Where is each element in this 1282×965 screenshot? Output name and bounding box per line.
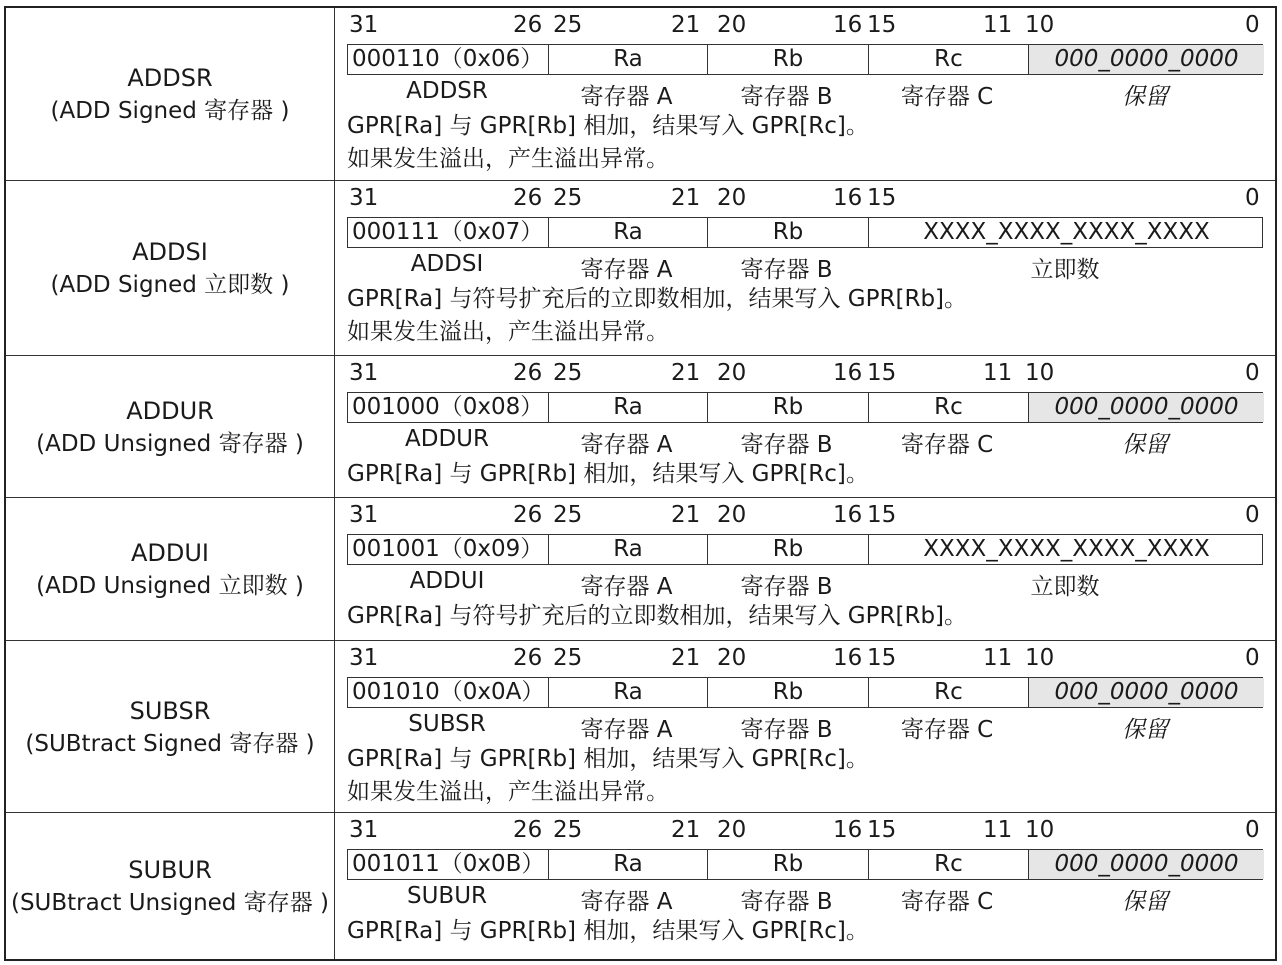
- bit-number: 21: [671, 645, 701, 671]
- encoding-field: Rb: [707, 393, 868, 422]
- bit-number: 25: [553, 817, 583, 843]
- instruction-full-name: (SUBtract Unsigned 寄存器 ): [10, 890, 330, 916]
- bit-number: 31: [349, 502, 379, 528]
- field-label: SUBUR: [406, 883, 488, 909]
- bit-number: 10: [1025, 817, 1055, 843]
- bit-number: 15: [867, 185, 897, 211]
- field-label: 寄存器 B: [740, 574, 833, 600]
- bit-number: 15: [867, 12, 897, 38]
- instruction-encoding-cell: [335, 641, 1275, 812]
- encoding-fields: [347, 677, 1263, 708]
- bit-number: 11: [983, 817, 1013, 843]
- bit-number: 31: [349, 360, 379, 386]
- encoding-field: Rb: [707, 535, 868, 564]
- encoding-fields: [347, 392, 1263, 423]
- field-label: 寄存器 B: [740, 84, 833, 110]
- bit-number: 16: [833, 185, 863, 211]
- field-label: 立即数: [1030, 574, 1100, 600]
- field-labels: [347, 426, 1263, 456]
- bit-number: 20: [717, 185, 747, 211]
- field-labels: [347, 78, 1263, 108]
- description-line: GPR[Ra] 与符号扩充后的立即数相加，结果写入 GPR[Rb]。: [347, 603, 968, 629]
- bit-number: 20: [717, 645, 747, 671]
- encoding-field: Rc: [868, 850, 1028, 879]
- field-label: 寄存器 A: [580, 257, 673, 283]
- description-line: GPR[Ra] 与符号扩充后的立即数相加，结果写入 GPR[Rb]。: [347, 286, 968, 312]
- encoding-field: Rc: [868, 45, 1028, 74]
- instruction-row: [6, 8, 1275, 180]
- encoding-field: 000_0000_0000: [1028, 393, 1264, 422]
- instruction-description: [347, 283, 967, 349]
- encoding-field: Rc: [868, 393, 1028, 422]
- opcode-field: 000111（0x07）: [352, 219, 544, 245]
- bit-number: 31: [349, 12, 379, 38]
- bit-number: 15: [867, 502, 897, 528]
- bit-number: 0: [1245, 185, 1260, 211]
- field-label: 保留: [1122, 432, 1168, 458]
- bit-number: 16: [833, 817, 863, 843]
- field-label: 寄存器 B: [740, 432, 833, 458]
- instruction-mnemonic: ADDUR: [126, 396, 214, 425]
- bit-number: 20: [717, 360, 747, 386]
- description-line: GPR[Ra] 与 GPR[Rb] 相加，结果写入 GPR[Rc]。: [347, 461, 869, 487]
- description-line: GPR[Ra] 与 GPR[Rb] 相加，结果写入 GPR[Rc]。: [347, 746, 869, 772]
- bit-number: 10: [1025, 12, 1055, 38]
- encoding-field: Rb: [707, 850, 868, 879]
- field-label: 保留: [1122, 84, 1168, 110]
- bit-position-row: [349, 817, 1269, 847]
- encoding-field: Rb: [707, 45, 868, 74]
- instruction-row: [6, 812, 1275, 959]
- bit-number: 21: [671, 817, 701, 843]
- opcode-field: 001000（0x08）: [352, 394, 544, 420]
- field-label: ADDSR: [406, 78, 488, 104]
- description-line: 如果发生溢出，产生溢出异常。: [347, 319, 669, 345]
- instruction-description: [347, 458, 869, 491]
- bit-number: 0: [1245, 645, 1260, 671]
- bit-number: 15: [867, 817, 897, 843]
- bit-number: 21: [671, 360, 701, 386]
- encoding-fields: [347, 44, 1263, 75]
- instruction-name-cell: [6, 498, 335, 640]
- instruction-row: [6, 497, 1275, 640]
- bit-position-row: [349, 502, 1269, 532]
- bit-number: 16: [833, 12, 863, 38]
- field-label: 寄存器 B: [740, 889, 833, 915]
- bit-number: 26: [513, 185, 543, 211]
- bit-number: 0: [1245, 360, 1260, 386]
- field-label: 寄存器 B: [740, 257, 833, 283]
- bit-number: 26: [513, 645, 543, 671]
- field-label: 寄存器 A: [580, 574, 673, 600]
- instruction-encoding-cell: [335, 8, 1275, 180]
- bit-number: 11: [983, 12, 1013, 38]
- bit-number: 31: [349, 645, 379, 671]
- bit-number: 0: [1245, 817, 1260, 843]
- instruction-full-name: (ADD Unsigned 寄存器 ): [36, 430, 304, 457]
- bit-number: 21: [671, 12, 701, 38]
- encoding-field: Rb: [707, 218, 868, 247]
- bit-number: 10: [1025, 360, 1055, 386]
- bit-number: 25: [553, 12, 583, 38]
- encoding-fields: [347, 534, 1263, 565]
- field-label: 寄存器 A: [580, 432, 673, 458]
- description-line: GPR[Ra] 与 GPR[Rb] 相加，结果写入 GPR[Rc]。: [347, 113, 869, 139]
- description-line: GPR[Ra] 与 GPR[Rb] 相加，结果写入 GPR[Rc]。: [347, 918, 869, 944]
- field-label: 寄存器 C: [900, 432, 994, 458]
- encoding-field: Ra: [548, 218, 707, 247]
- instruction-name-cell: [6, 641, 335, 812]
- field-label: ADDUR: [405, 426, 489, 452]
- encoding-field: Ra: [548, 45, 707, 74]
- opcode-field: 000110（0x06）: [352, 46, 544, 72]
- instruction-description: [347, 743, 869, 809]
- opcode-field: 001001（0x09）: [352, 536, 544, 562]
- bit-number: 25: [553, 360, 583, 386]
- field-label: 寄存器 A: [580, 889, 673, 915]
- instruction-row: [6, 180, 1275, 355]
- field-label: 寄存器 C: [900, 84, 994, 110]
- field-labels: [347, 711, 1263, 741]
- bit-number: 21: [671, 502, 701, 528]
- instruction-full-name: (ADD Signed 立即数 ): [50, 272, 290, 298]
- bit-number: 20: [717, 817, 747, 843]
- encoding-field: Ra: [548, 678, 707, 707]
- encoding-field: Ra: [548, 850, 707, 879]
- field-labels: [347, 251, 1263, 281]
- field-label: SUBSR: [408, 711, 486, 737]
- bit-number: 15: [867, 360, 897, 386]
- instruction-full-name: (ADD Unsigned 立即数 ): [36, 573, 304, 599]
- instruction-mnemonic: ADDSI: [132, 238, 208, 266]
- field-label: 寄存器 A: [580, 717, 673, 743]
- encoding-field: 000_0000_0000: [1028, 850, 1264, 879]
- bit-number: 20: [717, 12, 747, 38]
- instruction-mnemonic: SUBUR: [128, 856, 212, 884]
- encoding-fields: [347, 849, 1263, 880]
- field-label: 保留: [1122, 717, 1168, 743]
- bit-number: 0: [1245, 12, 1260, 38]
- field-label: ADDSI: [410, 251, 484, 277]
- bit-number: 26: [513, 502, 543, 528]
- instruction-mnemonic: ADDUI: [130, 539, 210, 567]
- instruction-row: [6, 640, 1275, 812]
- field-label: ADDUI: [409, 568, 485, 594]
- instruction-encoding-cell: [335, 356, 1275, 497]
- instruction-name-cell: [6, 8, 335, 180]
- instruction-name-cell: [6, 813, 335, 959]
- field-labels: [347, 883, 1263, 913]
- bit-position-row: [349, 185, 1269, 215]
- instruction-encoding-cell: [335, 498, 1275, 640]
- bit-number: 31: [349, 817, 379, 843]
- instruction-name-cell: [6, 356, 335, 497]
- field-label: 寄存器 B: [740, 717, 833, 743]
- encoding-field: Ra: [548, 535, 707, 564]
- bit-position-row: [349, 360, 1269, 390]
- encoding-field: XXXX_XXXX_XXXX_XXXX: [868, 535, 1264, 564]
- bit-number: 11: [983, 645, 1013, 671]
- field-label: 寄存器 C: [900, 889, 994, 915]
- bit-number: 25: [553, 645, 583, 671]
- instruction-mnemonic: ADDSR: [127, 64, 213, 92]
- encoding-field: Ra: [548, 393, 707, 422]
- bit-number: 25: [553, 502, 583, 528]
- description-line: 如果发生溢出，产生溢出异常。: [347, 779, 669, 805]
- instruction-mnemonic: SUBSR: [129, 696, 211, 725]
- field-labels: [347, 568, 1263, 598]
- instruction-table: [4, 6, 1277, 961]
- encoding-field: XXXX_XXXX_XXXX_XXXX: [868, 218, 1264, 247]
- instruction-encoding-cell: [335, 813, 1275, 959]
- instruction-description: [347, 110, 869, 176]
- bit-number: 16: [833, 360, 863, 386]
- bit-number: 10: [1025, 645, 1055, 671]
- bit-number: 25: [553, 185, 583, 211]
- instruction-description: [347, 600, 967, 633]
- bit-number: 26: [513, 360, 543, 386]
- encoding-field: 000_0000_0000: [1028, 45, 1264, 74]
- instruction-full-name: (SUBtract Signed 寄存器 ): [25, 730, 315, 757]
- bit-number: 21: [671, 185, 701, 211]
- bit-number: 26: [513, 817, 543, 843]
- instruction-encoding-cell: [335, 181, 1275, 355]
- bit-position-row: [349, 12, 1269, 42]
- bit-number: 16: [833, 645, 863, 671]
- instruction-name-cell: [6, 181, 335, 355]
- bit-position-row: [349, 645, 1269, 675]
- field-label: 立即数: [1030, 257, 1100, 283]
- bit-number: 31: [349, 185, 379, 211]
- instruction-row: [6, 355, 1275, 497]
- description-line: 如果发生溢出，产生溢出异常。: [347, 146, 669, 172]
- bit-number: 16: [833, 502, 863, 528]
- bit-number: 0: [1245, 502, 1260, 528]
- instruction-full-name: (ADD Signed 寄存器 ): [50, 98, 290, 124]
- bit-number: 20: [717, 502, 747, 528]
- opcode-field: 001011（0x0B）: [352, 851, 545, 877]
- field-label: 寄存器 C: [900, 717, 994, 743]
- bit-number: 26: [513, 12, 543, 38]
- instruction-description: [347, 915, 869, 948]
- encoding-field: Rb: [707, 678, 868, 707]
- encoding-field: 000_0000_0000: [1028, 678, 1264, 707]
- bit-number: 15: [867, 645, 897, 671]
- field-label: 保留: [1122, 889, 1168, 915]
- bit-number: 11: [983, 360, 1013, 386]
- field-label: 寄存器 A: [580, 84, 673, 110]
- encoding-field: Rc: [868, 678, 1028, 707]
- opcode-field: 001010（0x0A）: [352, 679, 545, 705]
- encoding-fields: [347, 217, 1263, 248]
